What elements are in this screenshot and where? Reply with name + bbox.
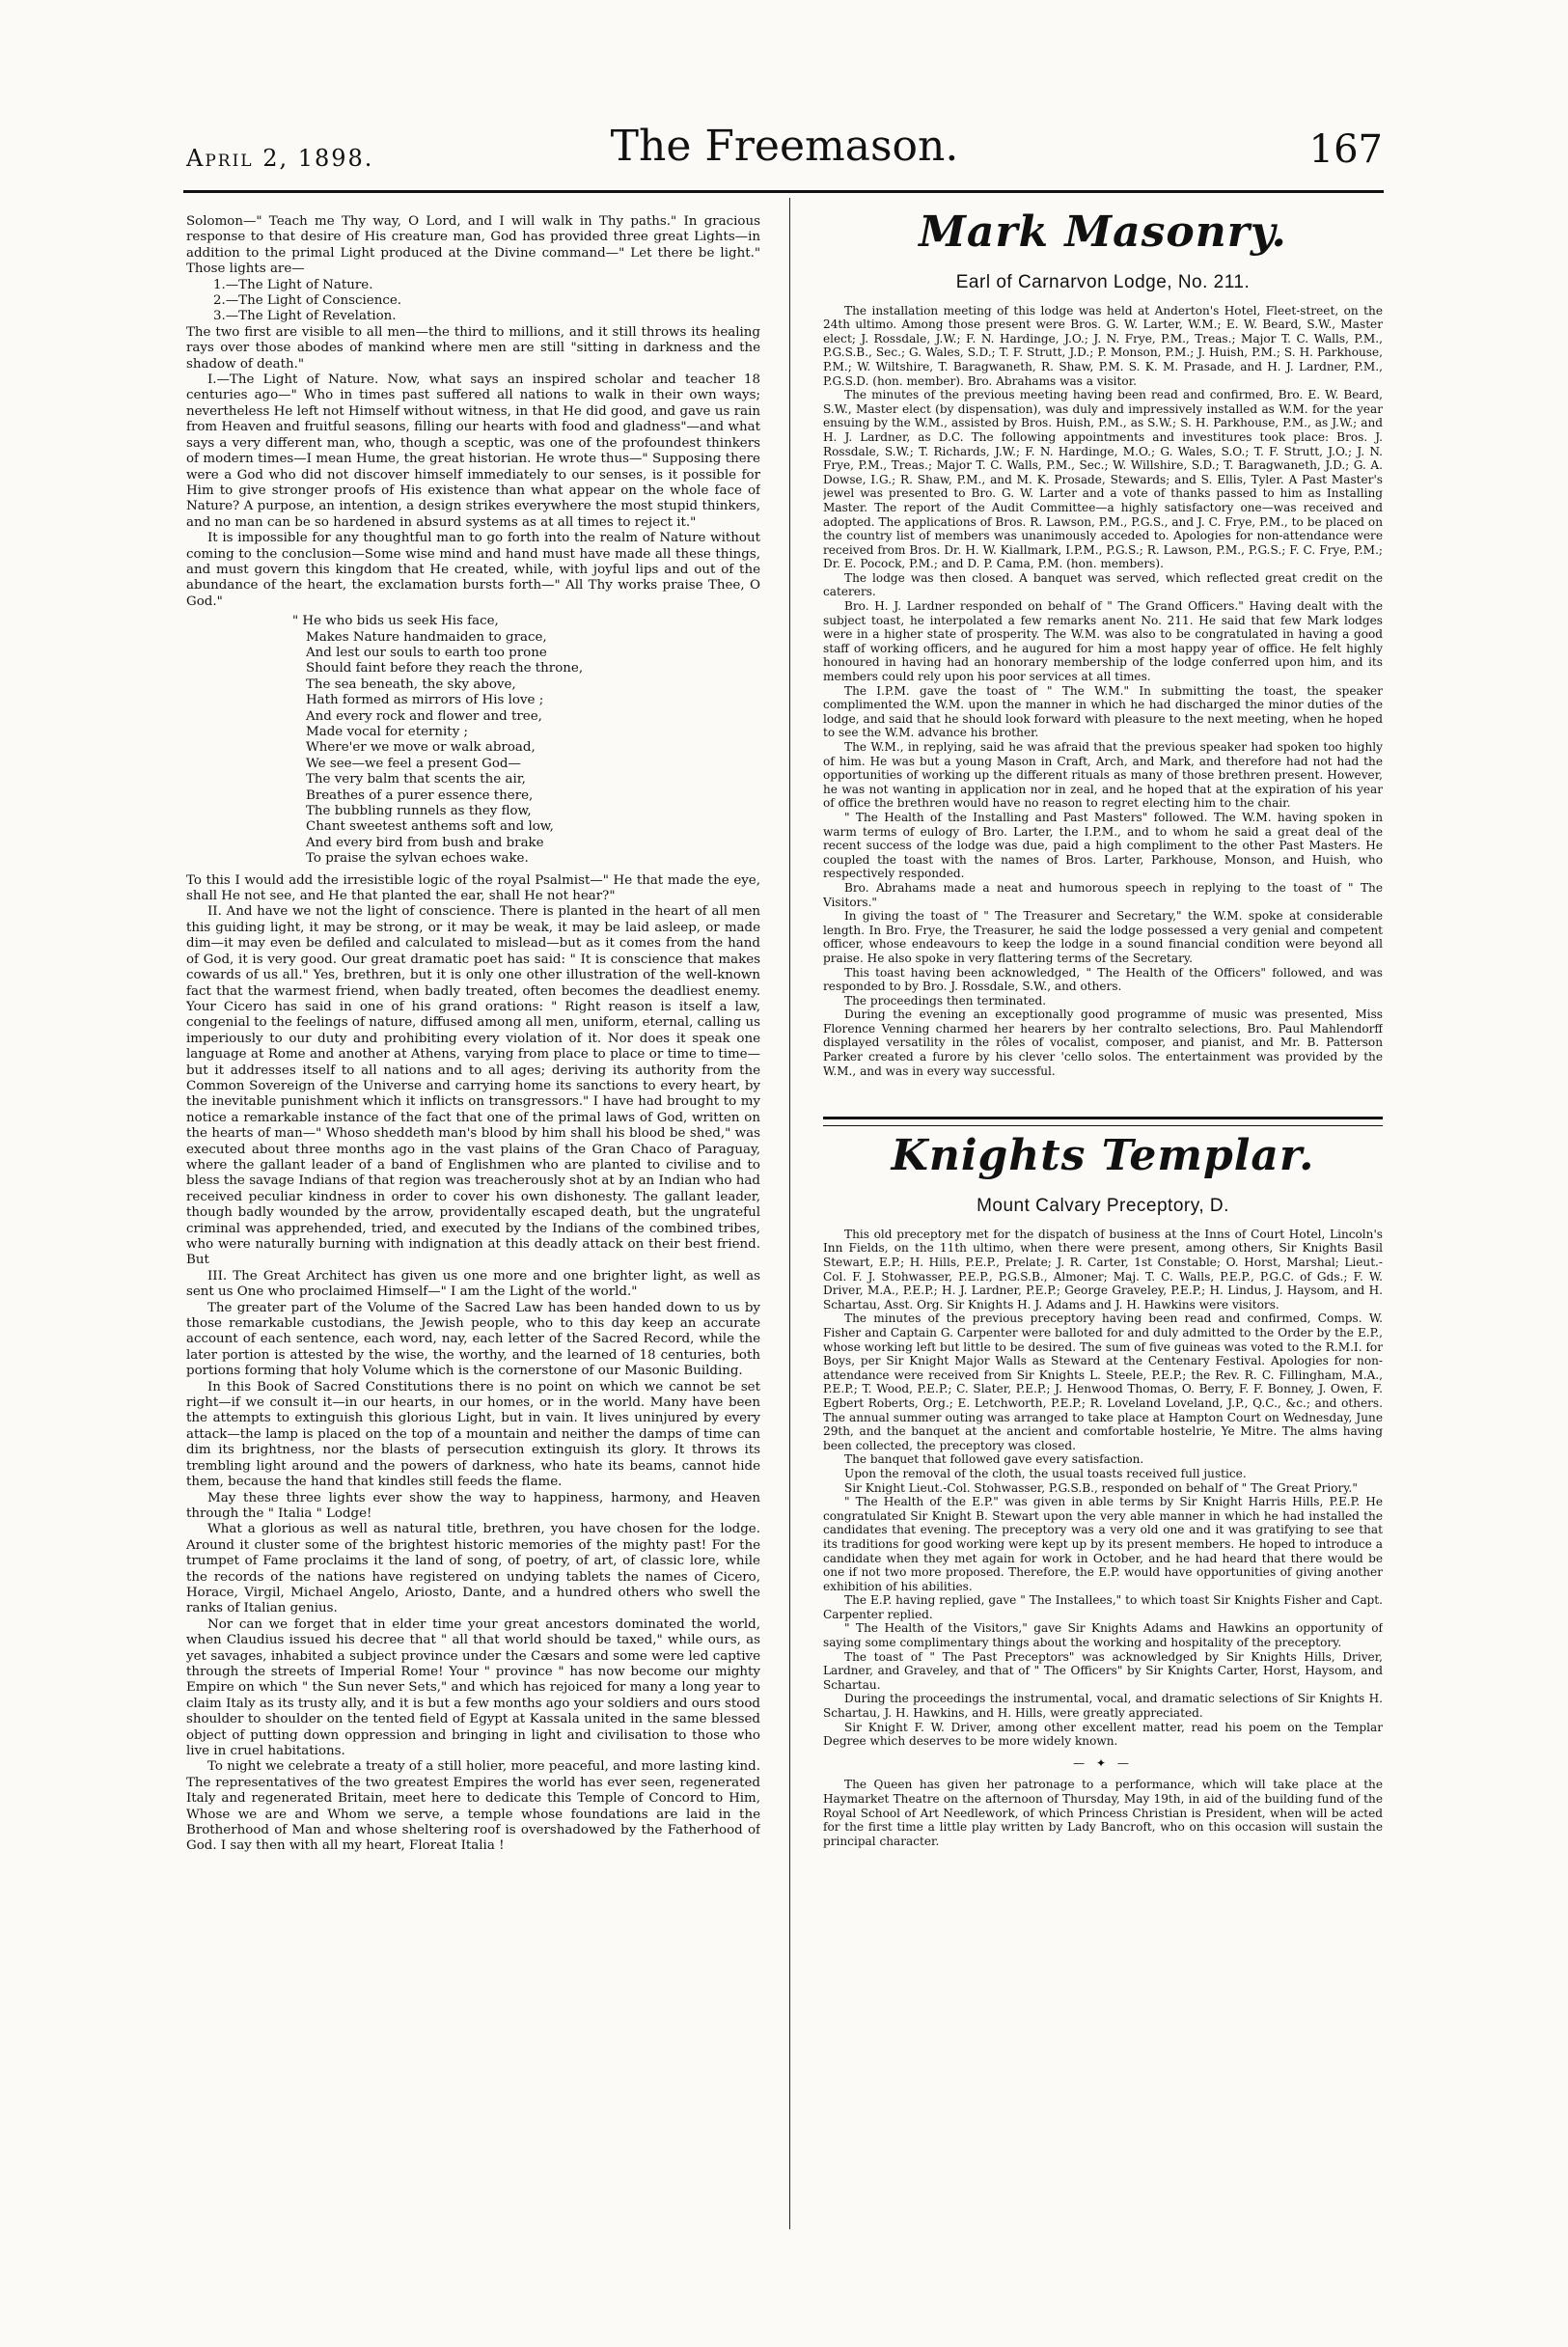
page-number: 167 (1308, 127, 1383, 172)
poem-line: Hath formed as mirrors of His love ; (306, 693, 544, 708)
separator-ornament: — ✦ — (1073, 1755, 1133, 1770)
poem-line: The bubbling runnels as they flow, (306, 804, 532, 819)
poem-line: We see—we feel a present God— (306, 756, 521, 771)
masthead (186, 114, 1383, 191)
paragraph: The banquet that followed gave every satisfaction. (844, 1452, 1144, 1467)
paragraph: Solomon—" Teach me Thy way, O Lord, and I will walk in Thy paths." In gracious response to that desire of His creature man, God has provided three great Lights—in addition to the primal Light produced at the Divine command—" Let there be light." Those lights are— (186, 214, 760, 277)
paragraph: The proceedings then terminated. (844, 993, 1047, 1008)
paragraph: II. And have we not the light of conscience. There is planted in the heart of all men this guiding light, it may be strong, or it may be weak, it may be laid asleep, or made dim—it may even be defiled and calculated to mislead—but as it comes from the hand of God, it is very good. Our great dramatic poet has said: " It is conscience that makes cowards of us all." Yes, brethren, but it is only one other illustration of the well-known fact that the warmest friend, when badly treated, often becomes the deadliest enemy. Your Cicero has said in one of his grand orations: " Right reason is itself a law, congenial to the feelings of nature, diffused among all men, uniform, eternal, calling us imperiously to our duty and prohibiting every violation of it. Nor does it speak one language at Rome and another at Athens, varying from place to place or time to time—but it addresses itself to all nations and to all ages; deriving its authority from the Common Sovereign of the Universe and carrying home its sanctions to every heart, by the inevitable punishment which it inflicts on transgressors." I have had brought to my notice a remarkable instance of the fact that one of the primal laws of God, written on the hearts of man—" Whoso sheddeth man's blood by him shall his blood be shed," was executed about three months ago in the vast plains of the Gran Chaco of Paraguay, where the gallant leader of a band of Englishmen who are planted to civilise and to bless the savage Indians of that region was treacherously shot at by an Indian who had received peculiar kindness in order to cover his own dishonesty. The gallant leader, though badly wounded by the arrow, providentally escaped death, but the ungrateful criminal was apprehended, tried, and executed by the Indians of the combined tribes, who were naturally burning with indignation at this deadly attack on their best friend. But (186, 904, 760, 1268)
paragraph: The minutes of the previous meeting having been read and confirmed, Bro. E. W. Beard, S.W., Master elect (by dispensation), was duly and impressively installed as W.M. for the year ensuing by the W.M., assisted by Bros. Huish, P.M., as S.W.; S. H. Parkhouse, P.M., as J.W.; and H. J. Lardner, as D.C. The following appointments and investitures took place: Bros. J. Rossdale, S.W.; T. Richards, J.W.; F. N. Hardinge, M.O.; G. Wales, S.O.; T. F. Strutt, J.O.; J. N. Frye, P.M., Treas.; Major T. C. Walls, P.M., Sec.; W. Willshire, S.D.; T. Baragwaneth, J.D.; G. A. Dowse, I.G.; R. Shaw, P.M., and M. K. Prosade, Stewards; and S. Ellis, Tyler. A Past Master's jewel was presented to Bro. G. W. Larter and a vote of thanks passed to him as Installing Master. The report of the Audit Committee—a highly satisfactory one—was received and adopted. The applications of Bros. R. Lawson, P.M., P.G.S., and J. C. Frye, P.M., to be placed on the country list of members was unanimously acceded to. Apologies for non-attendance were received from Bros. Dr. H. W. Kiallmark, I.P.M., P.G.S.; R. Lawson, P.M., P.G.S.; F. C. Frye, P.M.; Dr. E. Pocock, P.M.; and D. P. Cama, P.M. (hon. members). (823, 388, 1383, 571)
poem-line: The sea beneath, the sky above, (306, 676, 516, 692)
paragraph: The Queen has given her patronage to a performance, which will take place at the Haymarket Theatre on the afternoon of Thursday, May 19th, in aid of the building fund of the Royal School of Art Needlework, of which Princess Christian is President, when will be acted for the first time a little play written by Lady Bancroft, who on this occasion will sustain the principal character. (823, 1778, 1383, 1848)
left-column (186, 214, 760, 2222)
poem-line: And every bird from bush and brake (306, 835, 544, 850)
publication-title: The Freemason. (610, 122, 959, 171)
paragraph: May these three lights ever show the way to happiness, harmony, and Heaven through the " Italia " Lodge! (186, 1490, 760, 1521)
paragraph: During the evening an exceptionally good programme of music was presented, Miss Florence Venning charmed her hearers by her contralto selections, Bro. Paul Mahlendorff displayed versatility in the rôles of vocalist, composer, and pianist, and Mr. B. Patterson Parker created a furore by his clever 'cello solos. The entertainment was provided by the W.M., and was in every way successful. (823, 1008, 1383, 1078)
paragraph: To this I would add the irresistible logic of the royal Psalmist—" He that made the eye, shall He not see, and He that planted the ear, shall He not hear?" (186, 872, 760, 904)
paragraph: In giving the toast of " The Treasurer and Secretary," the W.M. spoke at considerable length. In Bro. Frye, the Treasurer, he said the lodge possessed a very genial and competent officer, whose endeavours to keep the lodge in a sound financial condition were beyond all praise. He also spoke in very flattering terms of the Secretary. (823, 909, 1383, 965)
section-rule (823, 1117, 1383, 1126)
poem-line: Should faint before they reach the throne, (306, 661, 584, 676)
lodge-title: Earl of Carnarvon Lodge, No. 211. (955, 272, 1251, 292)
paragraph: Bro. H. J. Lardner responded on behalf of " The Grand Officers." Having dealt with the subject toast, he interpolated a few remarks anent No. 211. He said that few Mark lodges were in a higher state of prosperity. The W.M. was also to be congratulated in having a good staff of working officers, and he augured for him a most happy year of office. He felt highly honoured in having had an honorary membership of the lodge conferred upon him, and its members could rely upon his poor services at all times. (823, 599, 1383, 684)
paragraph: In this Book of Sacred Constitutions there is no point on which we cannot be set right—if we consult it—in our hearts, in our homes, or in the world. Many have been the attempts to extinguish this glorious Light, but in vain. It lives uninjured by every attack—the lamp is placed on the top of a mountain and neither the damps of time can dim its brightness, nor the blasts of persecution extinguish its glory. It throws its trembling light around and the powers of darkness, who hate its beams, cannot hide them, because the hand that kindles still feeds the flame. (186, 1379, 760, 1490)
poem-line: Breathes of a purer essence there, (306, 787, 534, 803)
paragraph: " The Health of the E.P." was given in able terms by Sir Knight Harris Hills, P.E.P. He congratulated Sir Knight B. Stewart upon the very able manner in which he had installed the candidates that evening. The preceptory was a very old one and it was gratifying to see that its traditions for good working were kept up by its present members. He hoped to introduce a candidate when they met again for work in October, and he had heard that there would be one if not two more proposed. Therefore, the E.P. would have opportunities of giving another exhibition of his abilities. (823, 1495, 1383, 1593)
section-heading-knights-templar: Knights Templar. (891, 1131, 1315, 1181)
poem-line: And every rock and flower and tree, (306, 708, 542, 724)
poem-line: Where'er we move or walk abroad, (306, 740, 536, 756)
paragraph: III. The Great Architect has given us one more and one brighter light, as well as sent us One who proclaimed Himself—" I am the Light of the world." (186, 1268, 760, 1300)
paragraph: To night we celebrate a treaty of a still holier, more peaceful, and more lasting kind. The representatives of the two greatest Empires the world has ever seen, regenerated Italy and regenerated Britain, meet here to dedicate this Temple of Concord to Him, Whose we are and Whom we serve, a temple whose foundations are laid in the Brotherhood of Man and whose sheltering roof is overshadowed by the Fatherhood of God. I say then with all my heart, Floreat Italia ! (186, 1759, 760, 1854)
poem-line: " He who bids us seek His face, (292, 614, 499, 629)
column-divider (789, 198, 790, 2229)
paragraph: " The Health of the Installing and Past Masters" followed. The W.M. having spoken in warm terms of eulogy of Bro. Larter, the I.P.M., and to whom he said a great deal of the recent success of the lodge was due, paid a high compliment to the other Past Masters. He coupled the toast with the names of Bros. Larter, Parkhouse, Monson, and Huish, who respectively responded. (823, 810, 1383, 881)
paragraph: The minutes of the previous preceptory having been read and confirmed, Comps. W. Fisher and Captain G. Carpenter were balloted for and duly admitted to the Order by the E.P., whose working left but little to be desired. The sum of five guineas was voted to the R.M.I. for Boys, per Sir Knight Major Walls as Steward at the Centenary Festival. Apologies for non-attendance were received from Sir Knights L. Steele, P.E.P.; the Rev. R. C. Fillingham, M.A., P.E.P.; T. Wood, P.E.P.; C. Slater, P.E.P.; J. Henwood Thomas, O. Berry, F. F. Bonney, J. Owen, F. Egbert Roberts, Org.; E. Letchworth, P.E.P.; R. Loveland Loveland, J.P., Q.C., &c.; and others. The annual summer outing was arranged to take place at Hampton Court on Wednesday, June 29th, and the banquet at the ancient and comfortable hostelrie, Ye Mitre. The alms having been collected, the preceptory was closed. (823, 1312, 1383, 1452)
paragraph: It is impossible for any thoughtful man to go forth into the realm of Nature without coming to the conclusion—Some wise mind and hand must have made all these things, and must govern this kingdom that He created, while, with joyful lips and out of the abundance of the heart, the exclamation bursts forth—" All Thy works praise Thee, O God." (186, 531, 760, 609)
poem-line: And lest our souls to earth too prone (306, 645, 547, 660)
poem-line: Chant sweetest anthems soft and low, (306, 819, 554, 835)
paragraph: I.—The Light of Nature. Now, what says an inspired scholar and teacher 18 centuries ago—" Who in times past suffered all nations to walk in their own ways; nevertheless He left not Himself without witness, in that He did good, and gave us rain from Heaven and fruitful seasons, filling our hearts with food and gladness"—and what says a very different man, who, though a sceptic, was one of the profoundest thinkers of modern times—I mean Hume, the great historian. He wrote thus—" Supposing there were a God who did not discover himself immediately to our senses, is it possible for Him to give stronger proofs of His existence than what appear on the whole face of Nature? A purpose, an intention, a design strikes everywhere the most stupid thinkers, and no man can be so hardened in absurd systems as at all times to reject it." (186, 373, 760, 530)
poem-line: Made vocal for eternity ; (306, 725, 469, 739)
right-column (823, 203, 1383, 2229)
templar-report (823, 1228, 1383, 1749)
paragraph: " The Health of the Visitors," gave Sir Knights Adams and Hawkins an opportunity of saying some complimentary things about the working and hospitality of the preceptory. (823, 1621, 1383, 1650)
poem-line: The very balm that scents the air, (306, 772, 526, 787)
paragraph: Upon the removal of the cloth, the usual toasts received full justice. (844, 1466, 1247, 1480)
paragraph: The W.M., in replying, said he was afraid that the previous speaker had spoken too highly of him. He was but a young Mason in Craft, Arch, and Mark, and therefore had not had the opportunities of working up the different rituals as many of those brethren present. However, he was not wanting in application nor in zeal, and he hoped that at the expiration of his year of office the brethren would have no reason to regret electing him to the chair. (823, 740, 1383, 811)
paragraph: The two first are visible to all men—the third to millions, and it still throws its healing rays over those abodes of mankind where men are still "sitting in darkness and the shadow of death." (186, 324, 760, 372)
list-item: 3.—The Light of Revelation. (213, 309, 397, 324)
list-item: 2.—The Light of Conscience. (213, 293, 402, 309)
preceptory-title: Mount Calvary Preceptory, D. (977, 1196, 1229, 1217)
poem-line: Makes Nature handmaiden to grace, (306, 629, 547, 645)
poem (292, 614, 760, 868)
paragraph: Bro. Abrahams made a neat and humorous speech in replying to the toast of " The Visitors." (823, 880, 1383, 909)
paragraph: This toast having been acknowledged, " The Health of the Officers" followed, and was responded to by Bro. J. Rossdale, S.W., and others. (823, 965, 1383, 994)
paragraph: The I.P.M. gave the toast of " The W.M." In submitting the toast, the speaker complimented the W.M. upon the manner in which he had discharged the minor duties of the lodge, and said that he should look forward with pleasure to the next meeting, when he hoped to see the W.M. advance his brother. (823, 683, 1383, 740)
mark-report (823, 304, 1383, 1079)
list-item: 1.—The Light of Nature. (213, 277, 373, 292)
section-heading-mark-masonry: Mark Masonry. (919, 207, 1287, 257)
paragraph: The lodge was then closed. A banquet was served, which reflected great credit on the caterers. (823, 570, 1383, 599)
paragraph: The toast of " The Past Preceptors" was acknowledged by Sir Knights Hills, Driver, Lardner, and Graveley, and that of " The Officers" by Sir Knights Carter, Horst, Haysom, and Schartau. (823, 1649, 1383, 1692)
masthead-rule (183, 190, 1384, 193)
paragraph: The greater part of the Volume of the Sacred Law has been handed down to us by those remarkable custodians, the Jewish people, who to this day keep an accurate account of each sentence, each word, nay, each letter of the Sacred Record, while the later portion is attested by the wise, the worthy, and the learned of 18 centuries, both portions forming that holy Volume which is the cornerstone of our Masonic Building. (186, 1300, 760, 1379)
paragraph: This old preceptory met for the dispatch of business at the Inns of Court Hotel, Lincoln's Inn Fields, on the 11th ultimo, when there were present, among others, Sir Knights Basil Stewart, E.P.; H. Hills, P.E.P., Prelate; J. R. Carter, 1st Constable; O. Horst, Marshal; Lieut.-Col. F. J. Stohwasser, P.E.P., P.G.S.B., Almoner; Maj. T. C. Walls, P.E.P., P.G.C. of Gds.; F. W. Driver, M.A., P.E.P.; H. J. Lardner, P.E.P.; George Graveley, P.E.P.; H. Lindus, J. Haysom, and H. Schartau, Asst. Org. Sir Knights H. J. Adams and J. H. Hawkins were visitors. (823, 1227, 1383, 1312)
issue-date: April 2, 1898. (186, 145, 374, 172)
paragraph: What a glorious as well as natural title, brethren, you have chosen for the lodge. Around it cluster some of the brightest historic memories of the mighty past! For the trumpet of Fame proclaims it the land of song, of poetry, of art, of classic lore, while the records of the nations have registered on undying tablets the names of Cicero, Horace, Virgil, Michael Angelo, Ariosto, Dante, and a hundred others who swell the ranks of Italian genius. (186, 1522, 760, 1616)
paragraph: The installation meeting of this lodge was held at Anderton's Hotel, Fleet-street, on the 24th ultimo. Among those present were Bros. G. W. Larter, W.M.; E. W. Beard, S.W., Master elect; J. Rossdale, J.W.; F. N. Hardinge, J.O.; J. N. Frye, P.M., Treas.; Major T. C. Walls, P.M., P.G.S.B., Sec.; G. Wales, S.D.; T. F. Strutt, J.D.; P. Monson, P.M.; J. Huish, P.M.; S. H. Parkhouse, P.M.; W. Wiltshire, T. Baragwaneth, R. Shaw, P.M. S. K. M. Prasade, and H. J. Lardner, P.M., P.G.S.D. (hon. member). Bro. Abrahams was a visitor. (823, 303, 1383, 388)
poem-line: To praise the sylvan echoes wake. (306, 851, 529, 867)
paragraph: During the proceedings the instrumental, vocal, and dramatic selections of Sir Knights H. Schartau, J. H. Hawkins, and H. Hills, were greatly appreciated. (823, 1692, 1383, 1721)
paragraph: Nor can we forget that in elder time your great ancestors dominated the world, when Claudius issued his decree that " all that world should be taxed," while ours, as yet savages, inhabited a subject province under the Cæsars and some were led captive through the streets of Imperial Rome! Your " province " has now become our mighty Empire on which " the Sun never Sets," and which has rejoiced for many a long year to claim Italy as its trusty ally, and it is but a few months ago your soldiers and ours stood shoulder to shoulder on the tented field of Egypt at Kassala united in the same blessed object of putting down oppression and bringing in light and civilisation to those who live in cruel habitations. (186, 1616, 760, 1758)
paragraph: The E.P. having replied, gave " The Installees," to which toast Sir Knights Fisher and Capt. Carpenter replied. (823, 1593, 1383, 1621)
paragraph: Sir Knight F. W. Driver, among other excellent matter, read his poem on the Templar Degree which deserves to be more widely known. (823, 1720, 1383, 1749)
paragraph: Sir Knight Lieut.-Col. Stohwasser, P.G.S.B., responded on behalf of " The Great Priory." (844, 1480, 1358, 1495)
